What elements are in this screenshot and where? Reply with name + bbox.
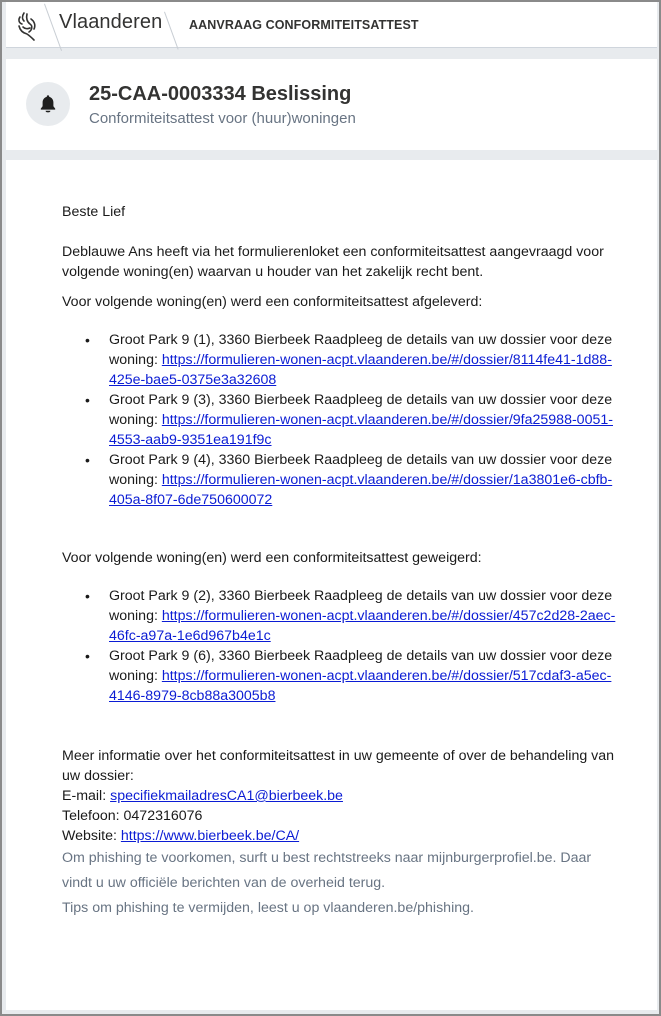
contact-email-row (62, 786, 622, 806)
home-description: Groot Park 9 (4), 3360 Bierbeek Raadpleeg de details van uw dossier voor deze woning: (109, 452, 613, 488)
website-link[interactable]: https://www.bierbeek.be/CA/ (120, 828, 300, 844)
delivered-heading: Voor volgende woning(en) werd een conformiteitsattest afgeleverd: (62, 294, 483, 310)
message-title-card (6, 59, 657, 150)
dossier-link[interactable]: https://formulieren-wonen-acpt.vlaanderen.be/#/dossier/457c2d28-2aec-46fc-a97a-1e6d967b4e1c (109, 608, 616, 644)
message-content (62, 202, 622, 921)
dossier-link[interactable]: https://formulieren-wonen-acpt.vlaanderen.be/#/dossier/517cdaf3-a5ec-4146-8979-8cb88a3005b8 (109, 668, 612, 704)
phishing-notice: Om phishing te voorkomen, surft u best rechtstreeks naar mijnburgerprofiel.be. Daar vindt u uw officiële berichten van de overheid terug. (62, 850, 592, 891)
home-description: Groot Park 9 (2), 3360 Bierbeek Raadpleeg de details van uw dossier voor deze woning: (109, 588, 613, 624)
dossier-link[interactable]: https://formulieren-wonen-acpt.vlaanderen.be/#/dossier/9fa25988-0051-4553-aab9-9351ea191f9c (109, 412, 613, 448)
refused-list (62, 586, 622, 706)
list-item (109, 586, 622, 646)
dossier-link[interactable]: https://formulieren-wonen-acpt.vlaanderen.be/#/dossier/1a3801e6-cbfb-405a-8f07-6de750600072 (109, 472, 613, 508)
home-description: Groot Park 9 (1), 3360 Bierbeek Raadpleeg de details van uw dossier voor deze woning: (109, 332, 613, 368)
list-item (109, 330, 622, 390)
header-divider (164, 12, 179, 50)
bell-icon (39, 94, 57, 114)
delivered-list (62, 330, 622, 510)
home-description: Groot Park 9 (3), 3360 Bierbeek Raadpleeg de details van uw dossier voor deze woning: (109, 392, 613, 428)
message-title: 25-CAA-0003334 Beslissing (89, 83, 352, 105)
refused-heading: Voor volgende woning(en) werd een conformiteitsattest geweigerd: (62, 550, 482, 566)
home-description: Groot Park 9 (6), 3360 Bierbeek Raadpleeg de details van uw dossier voor deze woning: (109, 648, 613, 684)
contact-website-row (62, 826, 622, 846)
spacer (62, 510, 622, 548)
website-label: Website: (62, 828, 121, 844)
email-label: E-mail: (62, 788, 111, 804)
phone-label: Telefoon: (62, 808, 124, 824)
message-subtitle: Conformiteitsattest voor (huur)woningen (89, 110, 356, 127)
list-item (109, 390, 622, 450)
contact-phone-row (62, 806, 622, 826)
contact-intro: Meer informatie over het conformiteitsattest in uw gemeente of over de behandeling van uw dossier: (62, 748, 615, 784)
phishing-tips: Tips om phishing te vermijden, leest u op vlaanderen.be/phishing. (62, 900, 474, 916)
app-title[interactable]: AANVRAAG CONFORMITEITSATTEST (189, 18, 419, 32)
list-item (109, 646, 622, 706)
top-header-bar (6, 2, 657, 48)
spacer (62, 706, 622, 746)
message-body-card (6, 160, 657, 1014)
notification-badge (26, 82, 70, 126)
dossier-link[interactable]: https://formulieren-wonen-acpt.vlaanderen.be/#/dossier/8114fe41-1d88-425e-bae5-0375e3a32608 (109, 352, 612, 388)
contact-block (62, 746, 622, 846)
brand-name[interactable]: Vlaanderen (59, 11, 163, 33)
greeting: Beste Lief (62, 204, 126, 220)
phone-number: 0472316076 (123, 808, 203, 824)
email-link[interactable]: specifiekmailadresCA1@bierbeek.be (110, 788, 343, 804)
flemish-lion-icon[interactable] (14, 10, 42, 42)
list-item (109, 450, 622, 510)
intro-paragraph: Deblauwe Ans heeft via het formulierenloket een conformiteitsattest aangevraagd voor volgende woning(en) waarvan u houder van het zakelijk recht bent. (62, 244, 604, 280)
